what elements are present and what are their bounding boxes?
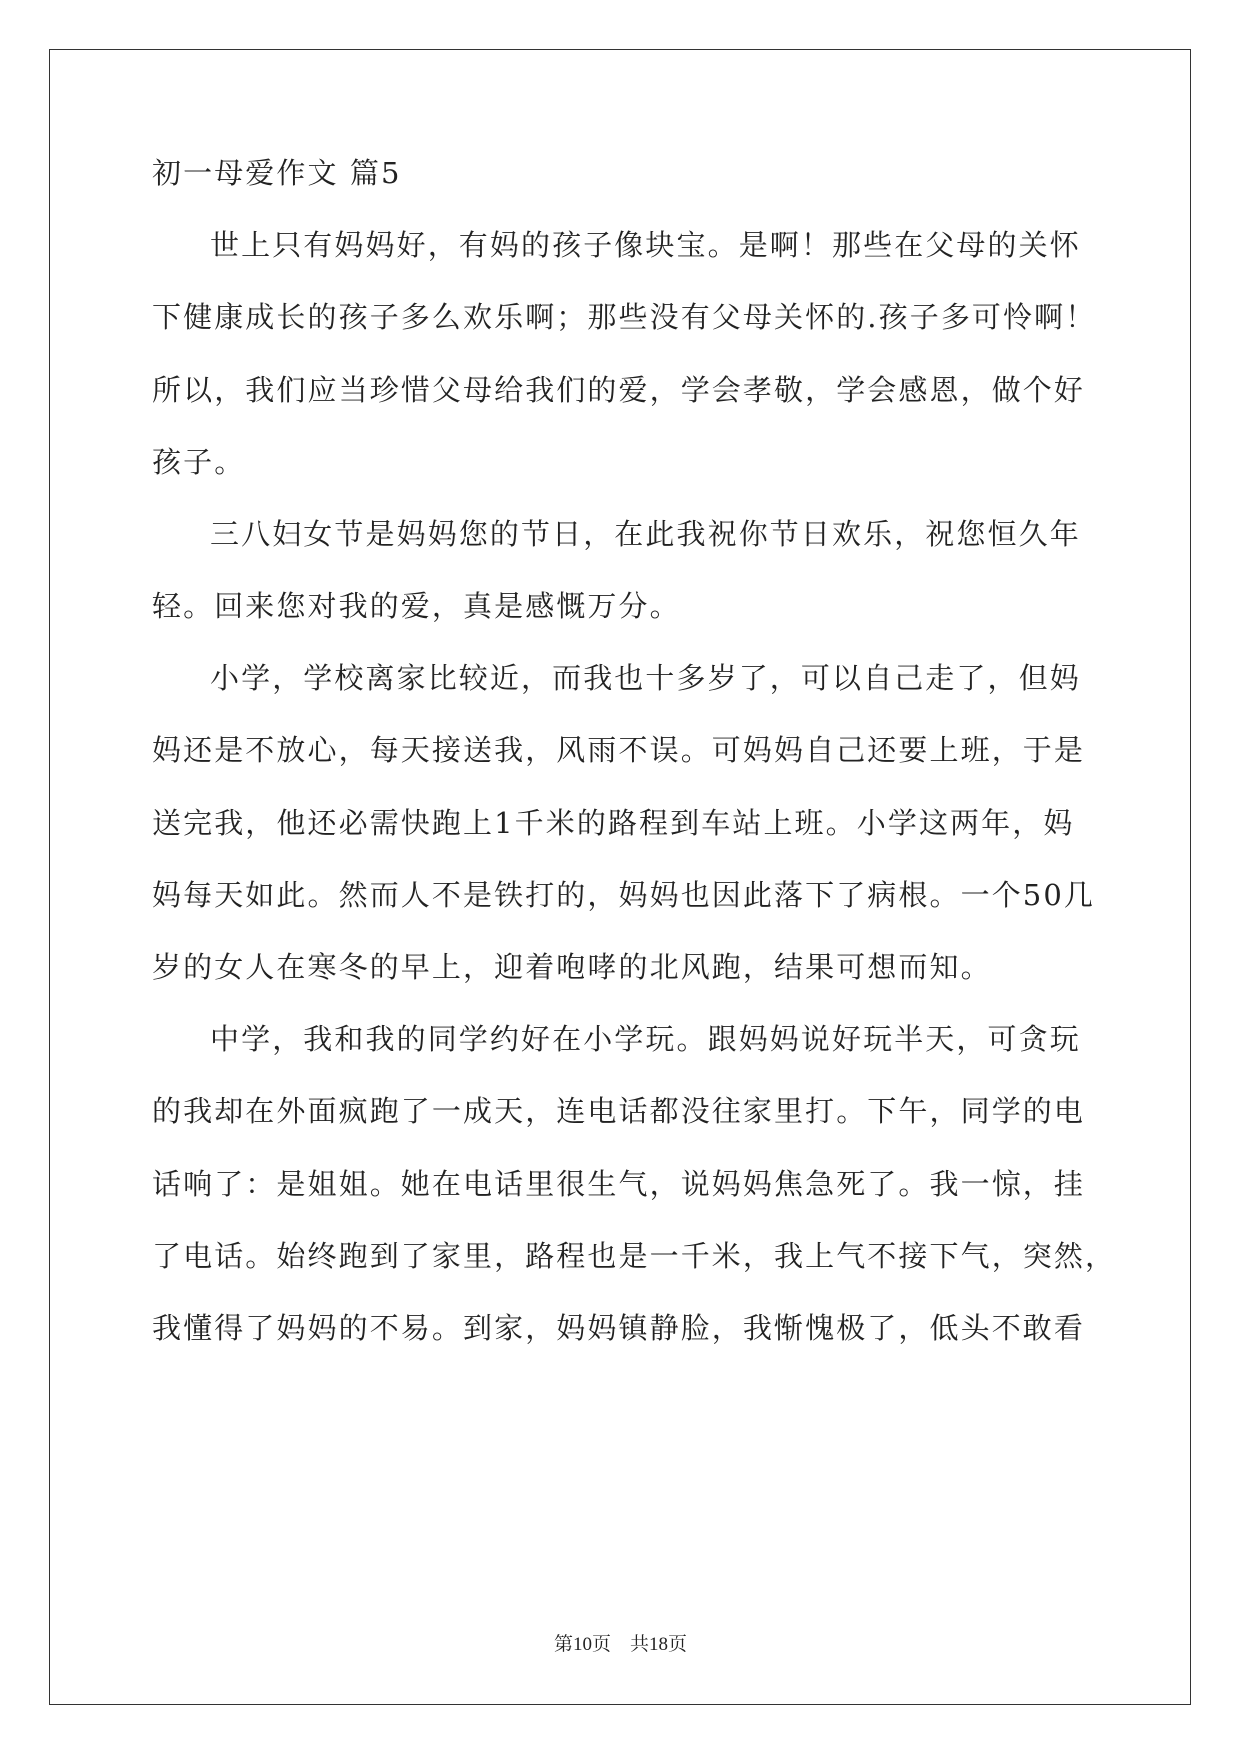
paragraph-line: 轻。回来您对我的爱，真是感慨万分。	[152, 589, 681, 623]
paragraph-line: 的我却在外面疯跑了一成天，连电话都没往家里打。下午，同学的电	[152, 1094, 1086, 1128]
paragraph-line: 所以，我们应当珍惜父母给我们的爱，学会孝敬，学会感恩，做个好	[152, 373, 1086, 407]
paragraph-line: 岁的女人在寒冬的早上，迎着咆哮的北风跑，结果可想而知。	[152, 950, 992, 984]
paragraph-line: 孩子。	[152, 445, 246, 479]
paragraph-line: 下健康成长的孩子多么欢乐啊；那些没有父母关怀的.孩子多可怜啊！	[152, 300, 1097, 334]
paragraph-line: 妈还是不放心，每天接送我，风雨不误。可妈妈自己还要上班，于是	[152, 733, 1086, 767]
page-number-footer	[0, 1633, 1241, 1657]
paragraph-line: 中学，我和我的同学约好在小学玩。跟妈妈说好玩半天，可贪玩	[210, 1022, 1081, 1056]
document-title: 初一母爱作文 篇5	[152, 156, 402, 190]
paragraph-line: 三八妇女节是妈妈您的节日，在此我祝你节日欢乐，祝您恒久年	[210, 517, 1081, 551]
paragraph-line: 了电话。始终跑到了家里，路程也是一千米，我上气不接下气，突然，	[152, 1239, 1117, 1273]
paragraph-line: 我懂得了妈妈的不易。到家，妈妈镇静脸，我惭愧极了，低头不敢看	[152, 1311, 1086, 1345]
paragraph-line: 送完我，他还必需快跑上1千米的路程到车站上班。小学这两年，妈	[152, 806, 1075, 840]
paragraph-line: 小学，学校离家比较近，而我也十多岁了，可以自己走了，但妈	[210, 661, 1081, 695]
page-border	[49, 49, 1191, 1705]
page-label: 第10页 共18页	[553, 1634, 687, 1655]
paragraph-line: 话响了：是姐姐。她在电话里很生气，说妈妈焦急死了。我一惊，挂	[152, 1167, 1086, 1201]
paragraph-line: 妈每天如此。然而人不是铁打的，妈妈也因此落下了病根。一个50几	[152, 878, 1096, 912]
paragraph-line: 世上只有妈妈好，有妈的孩子像块宝。是啊！那些在父母的关怀	[210, 228, 1081, 262]
